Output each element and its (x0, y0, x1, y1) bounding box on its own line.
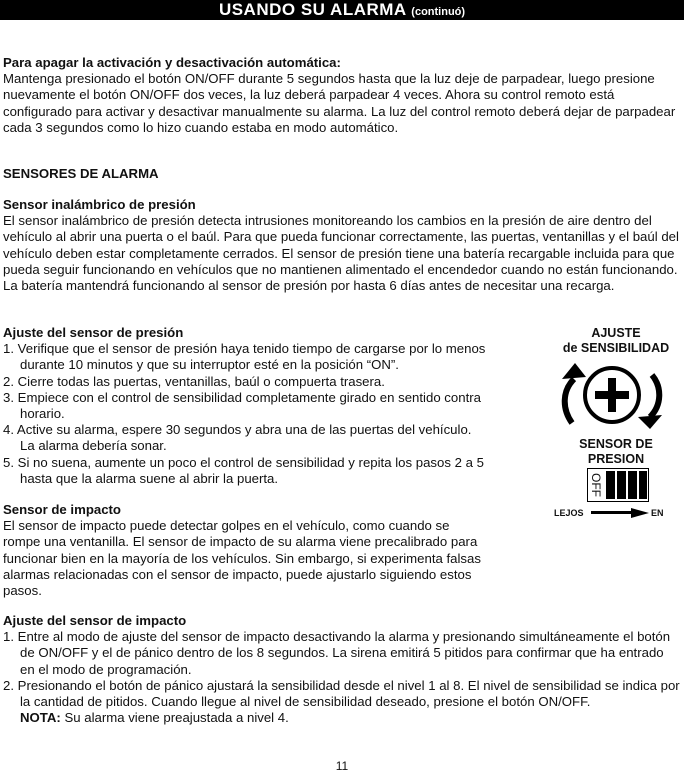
sensitivity-title-1: AJUSTE (591, 326, 641, 340)
pressure-adjust-heading: Ajuste del sensor de presión (3, 325, 184, 340)
list-item: 4. Active su alarma, espere 30 segundos y abra una de las puertas del vehículo. La alarma debería sonar. (3, 422, 472, 454)
impact-sensor-heading: Sensor de impacto (3, 502, 121, 517)
sensor-direction (548, 506, 684, 520)
sensor-title-2: PRESION (587, 451, 645, 466)
sensors-heading-block (3, 166, 681, 182)
pressure-adjust-steps (3, 341, 488, 487)
arrow-right-icon (591, 508, 651, 518)
header-title: USANDO SU ALARMA (218, 0, 407, 19)
list-item: 3. Empiece con el control de sensibilidad completamente girado en sentido contra horario. (3, 389, 481, 422)
pressure-sensor-figure (548, 437, 684, 520)
list-item: 2. Presionando el botón de pánico ajustará la sensibilidad desde el nivel 1 al 8. El nivel de sensibilidad se indica por la cantidad de pitidos. Cuando llegue al nivel de sensibilidad deseado, presione el botón ON/OFF. (3, 677, 680, 710)
plus-dial-icon (548, 355, 684, 429)
pressure-adjust-section (3, 325, 488, 487)
switch-off-label: OFF (589, 473, 603, 497)
section-auto-body: Mantenga presionado el botón ON/OFF durante 5 segundos hasta que la luz deje de parpadear, luego presione nuevamente el botón ON/OFF dos veces, la luz deberá parpadear 4 veces. Ahora su control remoto está configurado para activar y desactivar manualmente su alarma. La luz del control remoto deberá dejar de parpadear cada 3 segundos como lo hizo cuando estaba en modo automático. (3, 71, 676, 135)
pressure-sensor-section (3, 197, 681, 294)
sensitivity-title-2: de SENSIBILIDAD (562, 340, 670, 355)
impact-note (3, 710, 681, 726)
note-label: NOTA: (20, 710, 61, 726)
header-subtitle: (continuó) (411, 6, 466, 18)
section-auto-heading: Para apagar la activación y desactivación automática: (3, 55, 341, 70)
list-item: 1. Verifique que el sensor de presión haya tenido tiempo de cargarse por lo menos durante 10 minutos y que su interruptor esté en la posición “ON”. (3, 341, 486, 373)
sensor-switch (548, 468, 684, 502)
sensor-title-1: SENSOR DE (579, 437, 653, 451)
list-item: 1. Entre al modo de ajuste del sensor de impacto desactivando la alarma y presionando simultáneamente el botón de ON/OFF y el de pánico dentro de los 8 segundos. La sirena emitirá 5 pitidos para confirmar que ha entrado en el modo de programación. (3, 629, 671, 677)
list-item: 2. Cierre todas las puertas, ventanillas, baúl o compuerta trasera. (3, 373, 385, 389)
impact-adjust-steps (3, 629, 681, 710)
page-header (0, 0, 684, 20)
list-item: 5. Si no suena, aumente un poco el control de sensibilidad y repita los pasos 2 a 5 hasta que la alarma suene al abrir la puerta. (3, 454, 484, 486)
impact-adjust-heading: Ajuste del sensor de impacto (3, 613, 187, 628)
pressure-sensor-heading: Sensor inalámbrico de presión (3, 197, 196, 212)
page-number: 11 (335, 759, 349, 773)
pressure-sensor-body: El sensor inalámbrico de presión detecta intrusiones monitoreando los cambios en la presión de aire dentro del vehículo al abrir una puerta o el baúl. Para que pueda funcionar correctamente, las puertas, ventanillas y el baúl del vehículo deben estar completamente cerrados. El sensor de presión tiene una batería recargable incluida para que pueda seguir funcionando en vehículos que no mantienen alimentado el encendedor cuando no están funcionando. La batería mantendrá funcionando al sensor de presión por hasta 6 días antes de necesitar una recarga. (3, 213, 679, 294)
impact-sensor-body: El sensor de impacto puede detectar golpes en el vehículo, como cuando se rompe una ventanilla. El sensor de impacto de su alarma viene precalibrado para funcionar bien en la mayoría de los vehículos. Sin embargo, si experimenta falsas alarmas relacionadas con el sensor de impacto, puede ajustarlo siguiendo estos pasos. (3, 518, 481, 599)
impact-adjust-section (3, 613, 681, 726)
impact-sensor-section (3, 502, 488, 599)
lejos-label: LEJOS (554, 508, 584, 518)
sensors-heading: SENSORES DE ALARMA (3, 166, 159, 181)
sensitivity-figure (548, 326, 684, 433)
note-text: Su alarma viene preajustada a nivel 4. (60, 710, 289, 726)
section-auto (3, 55, 681, 136)
en-label: EN (651, 508, 664, 518)
